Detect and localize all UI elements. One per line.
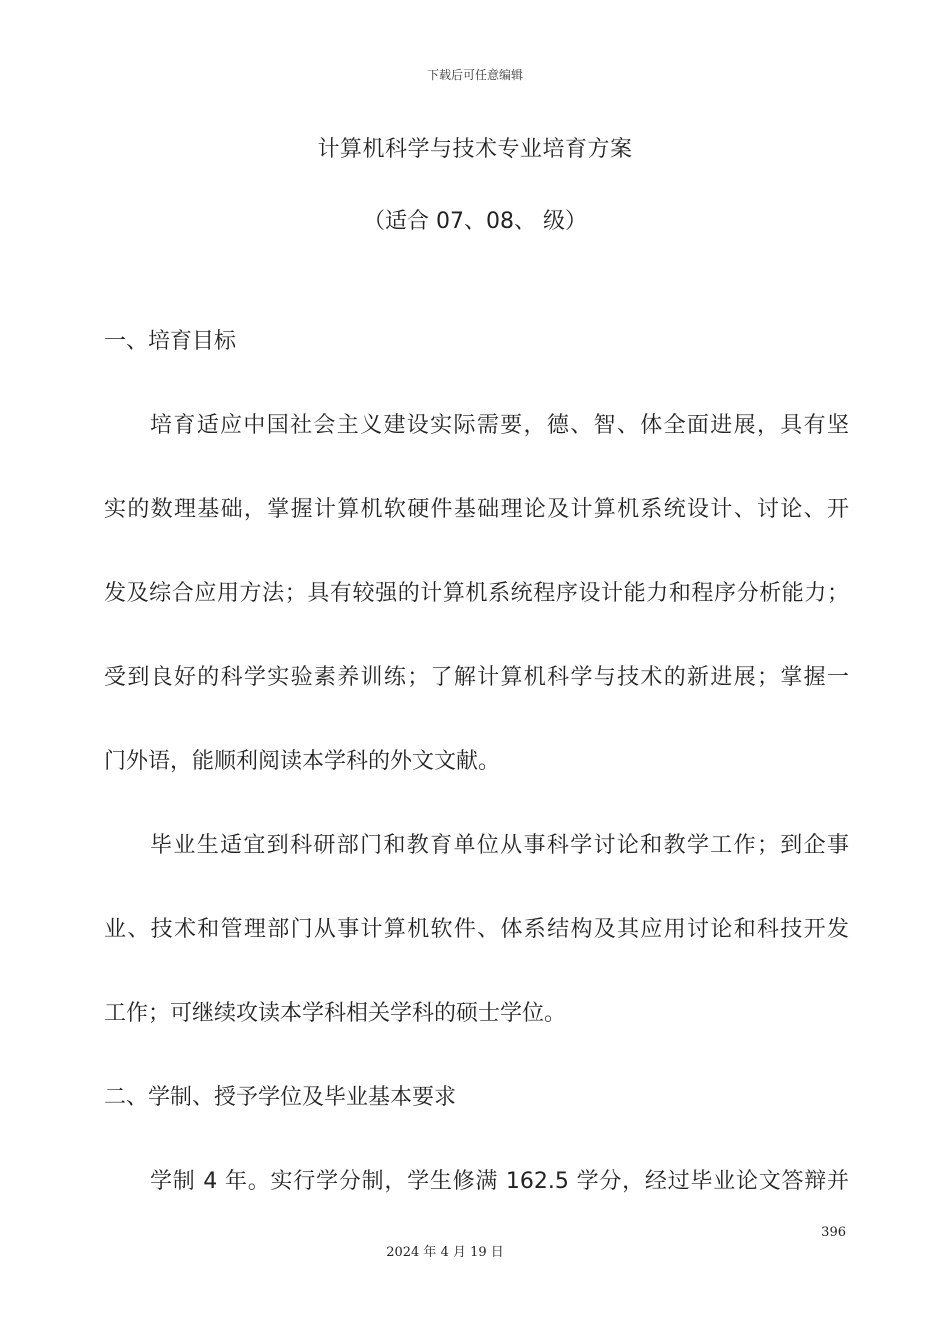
paragraph-line: 毕业生适宜到科研部门和教育单位从事科学讨论和教学工作；到企事 (150, 833, 849, 858)
document-body (104, 318, 849, 1242)
paragraph-line: 发及综合应用方法；具有较强的计算机系统程序设计能力和程序分析能力； (104, 581, 849, 606)
page-number: 396 (821, 1225, 846, 1240)
paragraph-line: 工作；可继续攻读本学科相关学科的硕士学位。 (104, 1001, 567, 1026)
document-title: 计算机科学与技术专业培育方案 (317, 137, 633, 162)
paragraph-line: 门外语，能顺利阅读本学科的外文文献。 (104, 749, 501, 774)
paragraph-line: 业、技术和管理部门从事计算机软件、体系结构及其应用讨论和科技开发 (104, 917, 849, 942)
header-note: 下载后可任意编辑 (426, 68, 523, 82)
paragraph-line: 学制 4 年。实行学分制，学生修满 162.5 学分，经过毕业论文答辩并 (150, 1169, 849, 1194)
paragraph-line: 实的数理基础，掌握计算机软硬件基础理论及计算机系统设计、讨论、开 (104, 497, 849, 522)
paragraph-line: 受到良好的科学实验素养训练；了解计算机科学与技术的新进展；掌握一 (104, 665, 849, 690)
footer-date: 2024 年 4 月 19 日 (386, 1245, 504, 1260)
section-heading-goals: 一、培育目标 (104, 329, 237, 354)
document-subtitle: （适合 07、08、 级） (363, 209, 587, 234)
section-heading-degree: 二、学制、授予学位及毕业基本要求 (104, 1085, 457, 1110)
paragraph-line: 培育适应中国社会主义建设实际需要，德、智、体全面进展，具有坚 (150, 413, 849, 438)
